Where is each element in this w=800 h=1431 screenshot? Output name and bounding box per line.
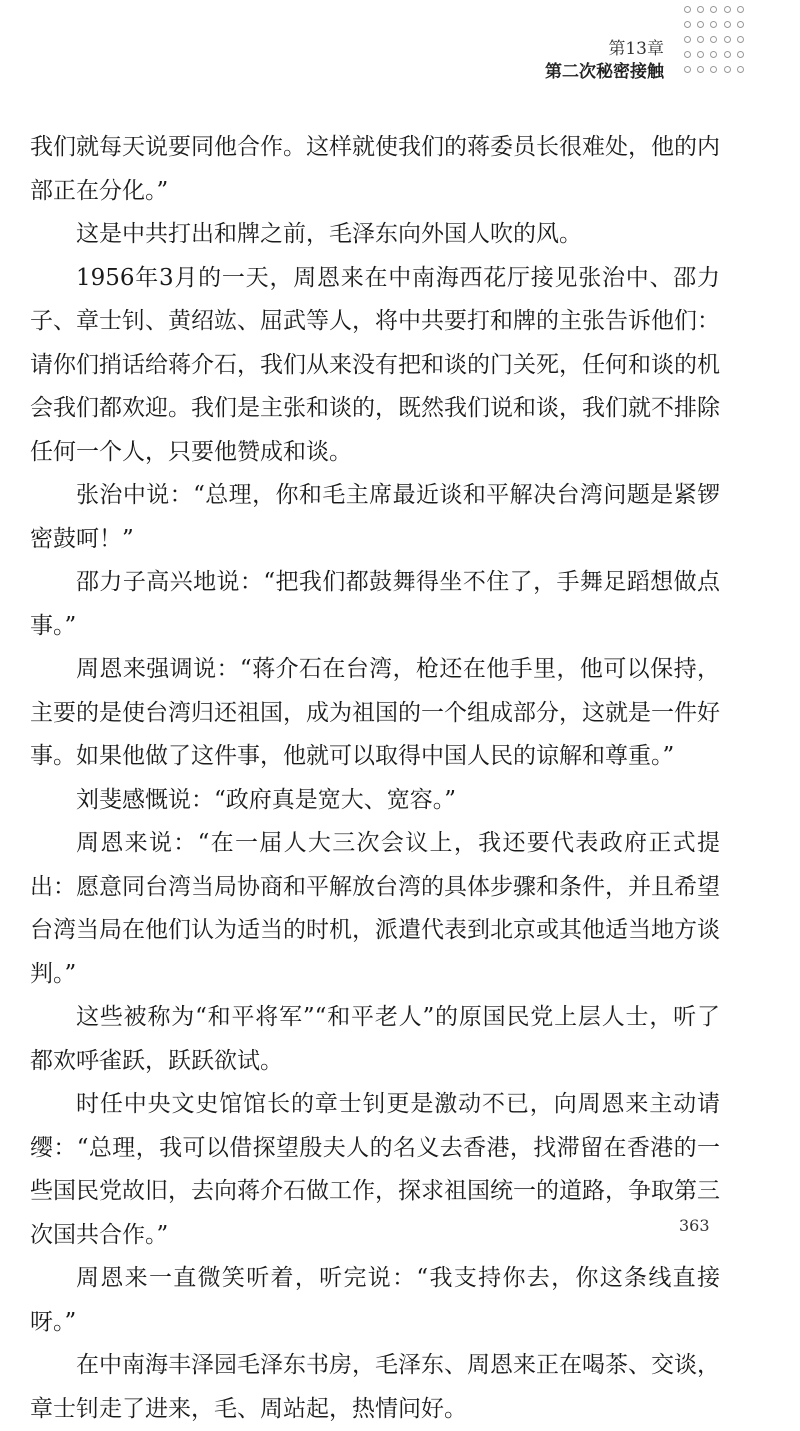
paragraph: 1956年3月的一天，周恩来在中南海西花厅接见张治中、邵力子、章士钊、黄绍竑、屈武等人，将中共要打和牌的主张告诉他们：请你们捎话给蒋介石，我们从来没有把和谈的门关死，任何和谈的机会我们都欢迎。我们是主张和谈的，既然我们说和谈，我们就不排除任何一个人，只要他赞成和谈。 <box>30 264 720 465</box>
paragraph: 我们就每天说要同他合作。这样就使我们的蒋委员长很难处，他的内部正在分化。” <box>30 134 720 204</box>
paragraph: 周恩来强调说：“蒋介石在台湾，枪还在他手里，他可以保持，主要的是使台湾归还祖国，成为祖国的一个组成部分，这就是一件好事。如果他做了这件事，他就可以取得中国人民的谅解和尊重。” <box>30 656 720 769</box>
paragraph: 周恩来一直微笑听着，听完说：“我支持你去，你这条线直接呀。” <box>30 1265 720 1335</box>
paragraph: 邵力子高兴地说：“把我们都鼓舞得坐不住了，手舞足蹈想做点事。” <box>30 569 720 639</box>
paragraph: 张治中说：“总理，你和毛主席最近谈和平解决台湾问题是紧锣密鼓呵！” <box>30 482 720 552</box>
paragraph: 时任中央文史馆馆长的章士钊更是激动不已，向周恩来主动请缨：“总理，我可以借探望殷夫人的名义去香港，找滞留在香港的一些国民党故旧，去向蒋介石做工作，探求祖国统一的道路，争取第三次国共合作。” <box>30 1091 720 1248</box>
chapter-title: 第二次秘密接触 <box>545 62 664 82</box>
page-number: 363 <box>679 1216 710 1235</box>
body-text <box>30 126 720 1431</box>
paragraph: 周恩来说：“在一届人大三次会议上，我还要代表政府正式提出：愿意同台湾当局协商和平解放台湾的具体步骤和条件，并且希望台湾当局在他们认为适当的时机，派遣代表到北京或其他适当地方谈判。” <box>30 830 720 987</box>
running-header <box>545 38 664 84</box>
paragraph: 在中南海丰泽园毛泽东书房，毛泽东、周恩来正在喝茶、交谈，章士钊走了进来，毛、周站起，热情问好。 <box>30 1352 720 1422</box>
paragraph: 刘斐感慨说：“政府真是宽大、宽容。” <box>76 786 457 813</box>
paragraph: 这是中共打出和牌之前，毛泽东向外国人吹的风。 <box>76 221 582 247</box>
decorative-dot-pattern <box>684 6 750 73</box>
paragraph: 这些被称为“和平将军”“和平老人”的原国民党上层人士，听了都欢呼雀跃，跃跃欲试。 <box>30 1004 720 1074</box>
chapter-number: 第13章 <box>608 39 664 59</box>
